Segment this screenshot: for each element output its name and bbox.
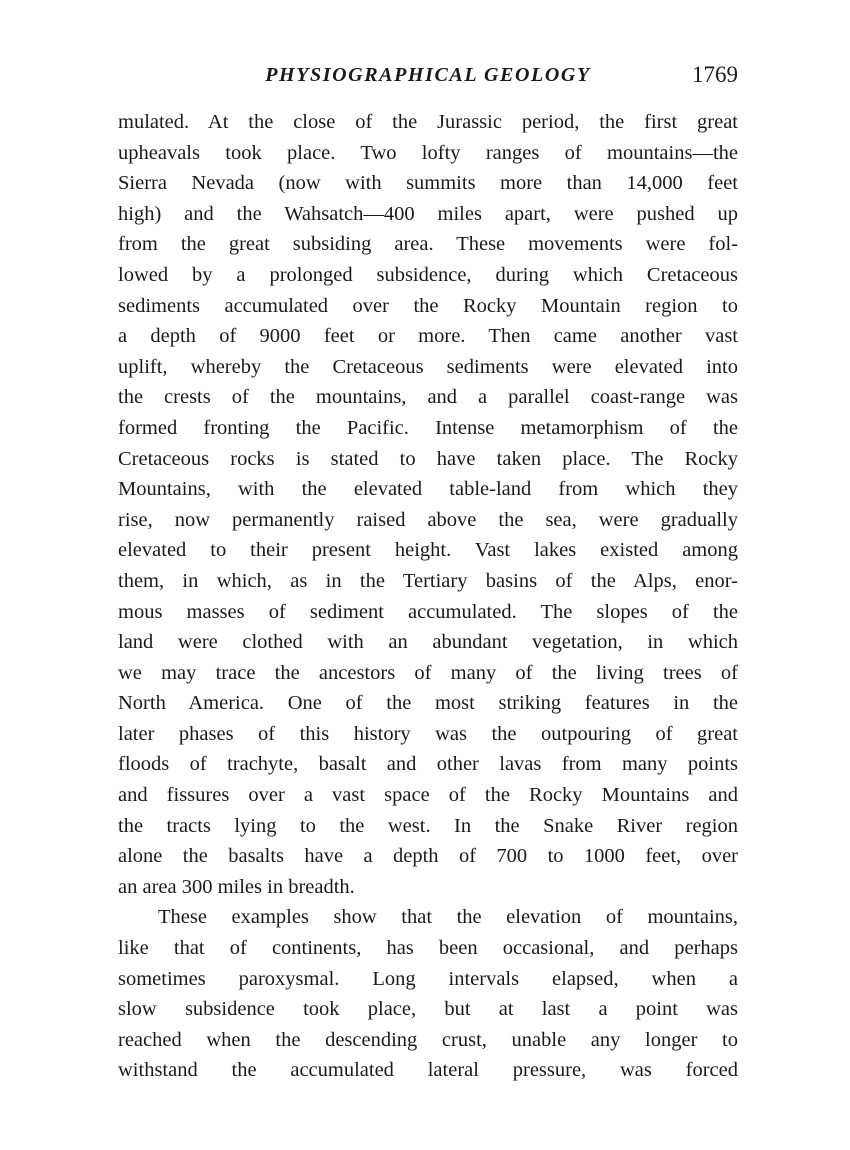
text-line: slow subsidence took place, but at last a point was — [118, 998, 738, 1021]
text-line: like that of continents, has been occasional, and perhaps — [118, 937, 738, 960]
text-line: later phases of this history was the outpouring of great — [118, 722, 738, 745]
text-line: uplift, whereby the Cretaceous sediments were elevated into — [118, 355, 738, 378]
text-line: alone the basalts have a depth of 700 to 1000 feet, over — [118, 845, 738, 868]
text-line: and fissures over a vast space of the Rocky Mountains and — [118, 784, 738, 807]
text-line: an area 300 miles in breadth. — [118, 875, 355, 898]
text-line: a depth of 9000 feet or more. Then came another vast — [118, 325, 738, 348]
text-line: sediments accumulated over the Rocky Mountain region to — [118, 294, 738, 317]
running-header — [118, 60, 738, 90]
text-line: them, in which, as in the Tertiary basins of the Alps, enor- — [118, 569, 738, 592]
body-text — [118, 107, 738, 1086]
text-line: high) and the Wahsatch—400 miles apart, were pushed up — [118, 202, 738, 225]
text-line: we may trace the ancestors of many of the living trees of — [118, 661, 738, 684]
page-number: 1769 — [692, 62, 738, 87]
text-line: lowed by a prolonged subsidence, during which Cretaceous — [118, 263, 738, 286]
text-line: reached when the descending crust, unable any longer to — [118, 1028, 738, 1051]
text-line: the crests of the mountains, and a parallel coast-range was — [118, 386, 738, 409]
text-line: Mountains, with the elevated table-land from which they — [118, 478, 738, 501]
text-line: upheavals took place. Two lofty ranges of mountains—the — [118, 141, 738, 164]
text-line: Sierra Nevada (now with summits more than 14,000 feet — [118, 172, 738, 195]
text-line: sometimes paroxysmal. Long intervals elapsed, when a — [118, 967, 738, 990]
text-line: floods of trachyte, basalt and other lavas from many points — [118, 753, 738, 776]
text-line: Cretaceous rocks is stated to have taken place. The Rocky — [118, 447, 738, 470]
paragraph-1 — [118, 107, 738, 902]
text-line: These examples show that the elevation of mountains, — [158, 906, 738, 929]
text-line: from the great subsiding area. These movements were fol- — [118, 233, 738, 256]
text-line: withstand the accumulated lateral pressure, was forced — [118, 1059, 738, 1082]
text-line: land were clothed with an abundant vegetation, in which — [118, 631, 738, 654]
text-line: North America. One of the most striking features in the — [118, 692, 738, 715]
text-line: the tracts lying to the west. In the Snake River region — [118, 814, 738, 837]
text-line: elevated to their present height. Vast lakes existed among — [118, 539, 738, 562]
running-title: PHYSIOGRAPHICAL GEOLOGY — [265, 64, 591, 86]
text-line: formed fronting the Pacific. Intense metamorphism of the — [118, 416, 738, 439]
paragraph-2 — [118, 902, 738, 1086]
text-line: mous masses of sediment accumulated. The slopes of the — [118, 600, 738, 623]
text-line: rise, now permanently raised above the sea, were gradually — [118, 508, 738, 531]
text-line: mulated. At the close of the Jurassic period, the first great — [118, 111, 738, 133]
